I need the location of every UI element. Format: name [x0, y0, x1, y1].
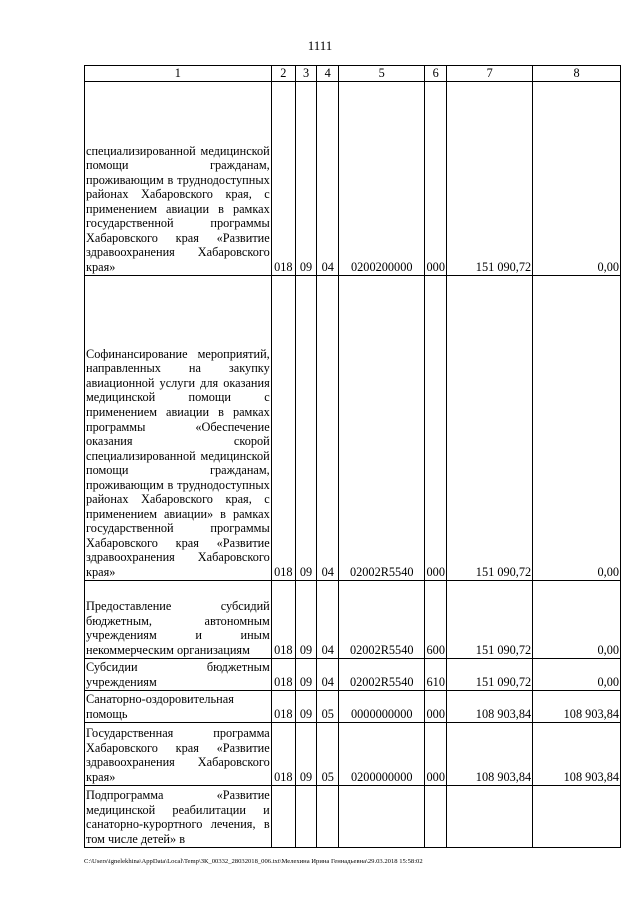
row-col5: 0000000000 — [339, 690, 425, 722]
row-col3: 09 — [295, 81, 316, 275]
row-col6: 000 — [425, 81, 447, 275]
row-col7: 151 090,72 — [447, 275, 533, 580]
file-path-footer: C:\Users\ignelekhina\AppData\Local\Temp\ЗК_00332_28032018_006.txt\Мелехина Ирина Геннадьевна\29.03.2018 15:58:02 — [84, 858, 423, 865]
row-name: Субсидии бюджетным учреждениям — [85, 658, 272, 690]
header-cell-2: 2 — [271, 66, 295, 82]
row-col5 — [339, 785, 425, 847]
row-col7: 151 090,72 — [447, 658, 533, 690]
row-col7: 151 090,72 — [447, 580, 533, 658]
header-cell-3: 3 — [295, 66, 316, 82]
row-col7: 108 903,84 — [447, 690, 533, 722]
header-cell-6: 6 — [425, 66, 447, 82]
row-col4: 04 — [317, 658, 339, 690]
row-col6: 600 — [425, 580, 447, 658]
row-col2: 018 — [271, 580, 295, 658]
row-col6: 000 — [425, 275, 447, 580]
row-name: Подпрограмма «Развитие медицинской реабилитации и санаторно-курортного лечения, в том числе детей» в — [85, 785, 272, 847]
row-col5: 0200200000 — [339, 81, 425, 275]
header-cell-8: 8 — [533, 66, 621, 82]
row-col4: 04 — [317, 275, 339, 580]
row-col4: 05 — [317, 690, 339, 722]
row-name: специализированной медицинской помощи гражданам, проживающим в труднодоступных районах Хабаровского края, с применением авиации в рамках государственной программы Хабаровского края «Развитие здравоохранения Хабаровского края» — [85, 81, 272, 275]
row-name: Государственная программа Хабаровского края «Развитие здравоохранения Хабаровского края» — [85, 722, 272, 785]
table-row — [85, 81, 621, 275]
row-col8: 0,00 — [533, 81, 621, 275]
row-col7: 151 090,72 — [447, 81, 533, 275]
page-number: 1111 — [307, 38, 333, 53]
row-col8: 108 903,84 — [533, 690, 621, 722]
row-col7 — [447, 785, 533, 847]
row-col5: 02002R5540 — [339, 580, 425, 658]
table-row — [85, 658, 621, 690]
table-row — [85, 275, 621, 580]
row-col3: 09 — [295, 722, 316, 785]
table-row — [85, 690, 621, 722]
row-col6 — [425, 785, 447, 847]
table-row — [85, 785, 621, 847]
row-col2: 018 — [271, 690, 295, 722]
row-col4: 04 — [317, 580, 339, 658]
row-col2: 018 — [271, 275, 295, 580]
row-col3: 09 — [295, 690, 316, 722]
table-header-row — [85, 66, 621, 82]
budget-table — [84, 65, 621, 848]
row-col2 — [271, 785, 295, 847]
row-col6: 000 — [425, 722, 447, 785]
row-col4: 04 — [317, 81, 339, 275]
row-col3 — [295, 785, 316, 847]
row-col5: 02002R5540 — [339, 275, 425, 580]
row-col3: 09 — [295, 580, 316, 658]
row-col8: 0,00 — [533, 275, 621, 580]
row-col3: 09 — [295, 658, 316, 690]
header-cell-1: 1 — [85, 66, 272, 82]
row-col7: 108 903,84 — [447, 722, 533, 785]
row-col4 — [317, 785, 339, 847]
row-name: Санаторно-оздоровительная помощь — [85, 690, 272, 722]
row-name: Софинансирование мероприятий, направленных на закупку авиационной услуги для оказания медицинской помощи с применением авиации в рамках программы «Обеспечение оказания скорой специализированной медицинской помощи гражданам, проживающим в труднодоступных районах Хабаровского края, с применением авиации» в рамках государственной программы Хабаровского края «Развитие здравоохранения Хабаровского края» — [85, 275, 272, 580]
row-col3: 09 — [295, 275, 316, 580]
row-col2: 018 — [271, 722, 295, 785]
row-col8: 0,00 — [533, 658, 621, 690]
header-cell-4: 4 — [317, 66, 339, 82]
table-row — [85, 722, 621, 785]
row-col6: 610 — [425, 658, 447, 690]
row-col4: 05 — [317, 722, 339, 785]
row-col8: 108 903,84 — [533, 722, 621, 785]
row-col6: 000 — [425, 690, 447, 722]
row-col5: 02002R5540 — [339, 658, 425, 690]
header-cell-5: 5 — [339, 66, 425, 82]
row-col8: 0,00 — [533, 580, 621, 658]
table-row — [85, 580, 621, 658]
row-col5: 0200000000 — [339, 722, 425, 785]
header-cell-7: 7 — [447, 66, 533, 82]
row-col2: 018 — [271, 81, 295, 275]
row-col8 — [533, 785, 621, 847]
row-name: Предоставление субсидий бюджетным, автономным учреждениям и иным некоммерческим организациям — [85, 580, 272, 658]
row-col2: 018 — [271, 658, 295, 690]
